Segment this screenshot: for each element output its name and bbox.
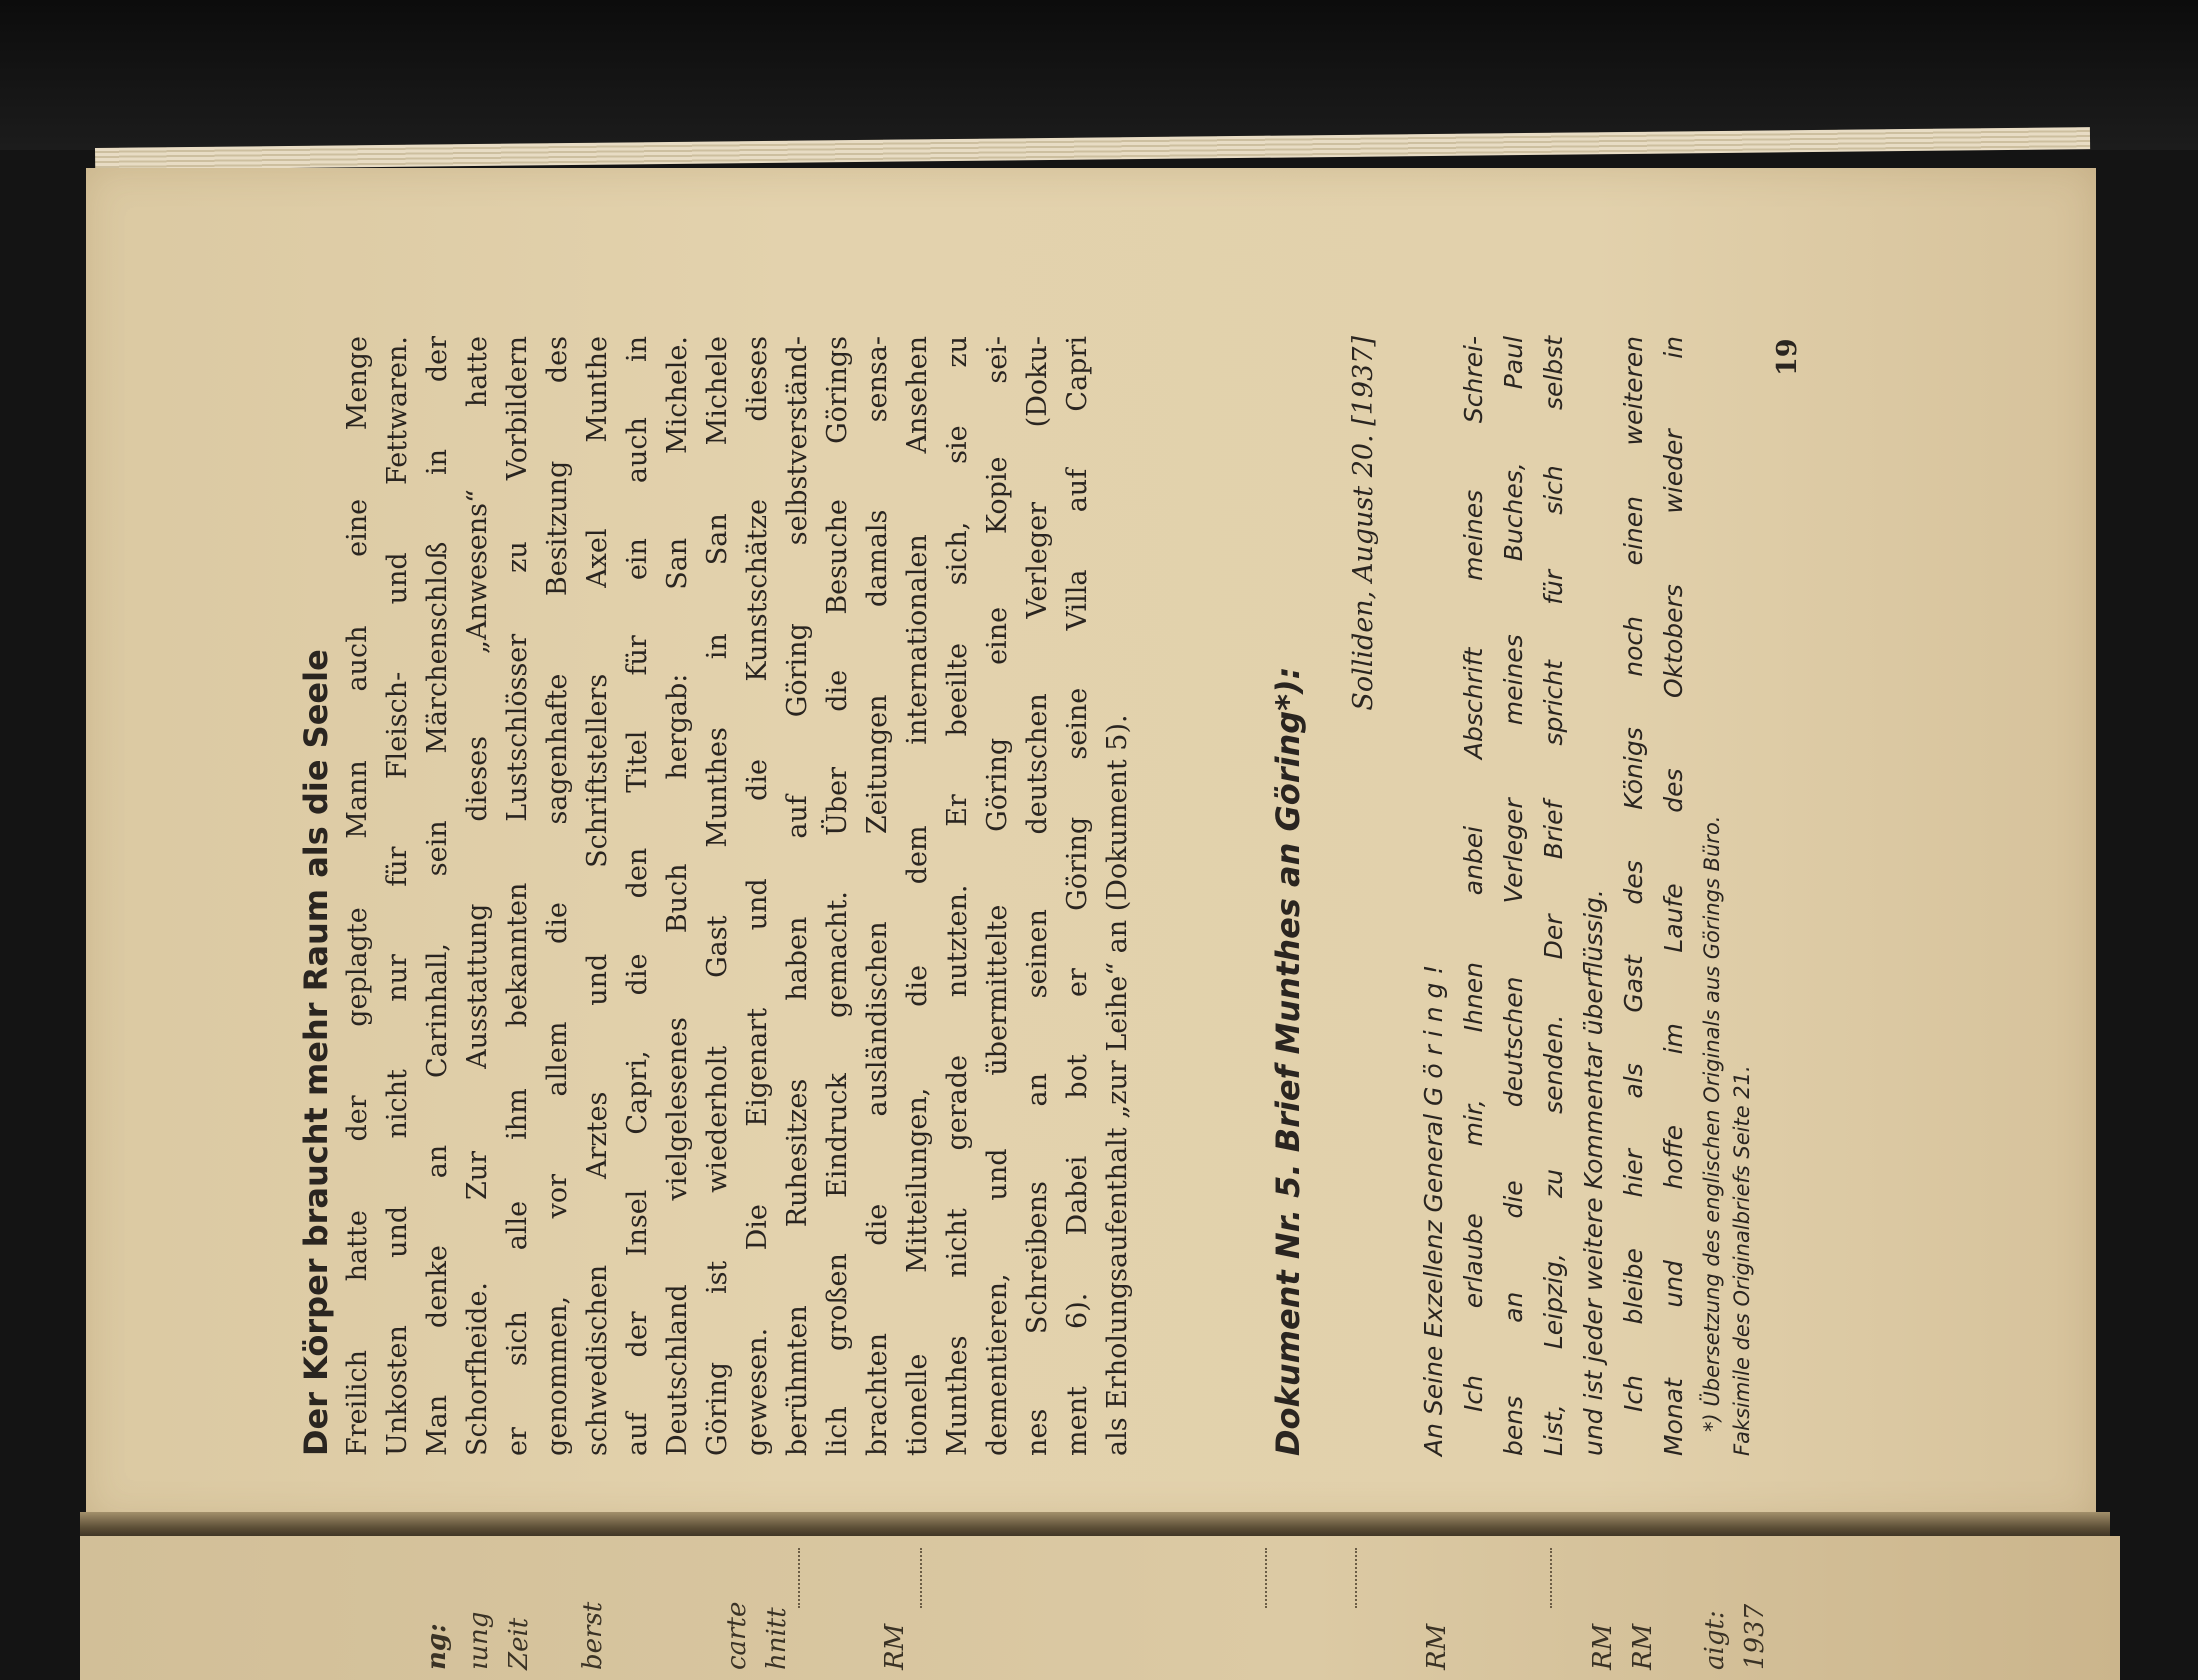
dot-leader [1550, 1548, 1555, 1608]
dot-leader [920, 1548, 925, 1608]
body-line: genommen, vor allem die sagenhafte Besitzung des [542, 336, 573, 1456]
letter-date: Solliden, August 20. [1937] [1348, 336, 1379, 711]
previous-page-fragment: RM [1422, 1623, 1452, 1670]
body-line: dementieren, und übermittelte Göring eine Kopie sei- [982, 336, 1013, 1456]
body-line: Munthes nicht gerade nutzten. Er beeilte sich, sie zu [942, 336, 973, 1456]
body-line: nes Schreibens an seinen deutschen Verleger (Doku- [1022, 336, 1053, 1456]
body-line: Schorfheide. Zur Ausstattung dieses „Anwesens“ hatte [462, 336, 493, 1456]
previous-page-fragment: RM [1588, 1623, 1618, 1670]
body-line: als Erholungsaufenthalt „zur Leihe“ an (Dokument 5). [1102, 714, 1133, 1456]
body-line: Man denke an Carinhall, sein Märchenschloß in der [422, 336, 453, 1456]
previous-page-fragment: ng: [422, 1623, 452, 1670]
letter-line: List, Leipzig, zu senden. Der Brief spricht für sich selbst [1539, 336, 1568, 1456]
body-line: er sich alle ihm bekannten Lustschlösser zu Vorbildern [502, 336, 533, 1456]
book-gutter [80, 1512, 2110, 1538]
previous-page [80, 1536, 2120, 1680]
document-title: Dokument Nr. 5. Brief Munthes an Göring*): [1269, 666, 1307, 1456]
previous-page-fragment: RM [880, 1623, 910, 1670]
body-line: lich großen Eindruck gemacht. Über die Besuche Görings [822, 336, 853, 1456]
body-line: Deutschland vielgelesenes Buch hergab: San Michele. [662, 336, 693, 1456]
body-line: berühmten Ruhesitzes haben auf Göring selbstverständ- [782, 336, 813, 1456]
section-heading: Der Körper braucht mehr Raum als die Seele [297, 649, 335, 1456]
letter-line: Ich erlaube mir, Ihnen anbei Abschrift meines Schrei- [1459, 336, 1488, 1412]
body-line: schwedischen Arztes und Schriftstellers Axel Munthe [582, 336, 613, 1456]
letter-line: bens an die deutschen Verleger meines Buches, Paul [1499, 336, 1528, 1456]
dark-background [0, 0, 2198, 150]
dot-leader [798, 1548, 803, 1608]
previous-page-fragment: 1937 [1740, 1603, 1770, 1670]
dot-leader [1355, 1548, 1360, 1608]
previous-page-fragment: Zeit [504, 1617, 534, 1670]
body-line: Freilich hatte der geplagte Mann auch eine Menge [342, 336, 373, 1456]
letter-line: und ist jeder weitere Kommentar überflüssig. [1579, 889, 1608, 1456]
previous-page-fragment: aigt: [1700, 1610, 1730, 1670]
letter-salutation: An Seine Exzellenz General G ö r i n g ! [1419, 964, 1448, 1456]
body-line: auf der Insel Capri, die den Titel für ein auch in [622, 336, 653, 1456]
footnote-line: Faksimile des Originalbriefs Seite 21. [1730, 1065, 1754, 1456]
body-line: Unkosten und nicht nur für Fleisch- und Fettwaren. [382, 336, 413, 1456]
letter-line: Monat und hoffe im Laufe des Oktobers wieder in [1659, 336, 1688, 1456]
body-line: Göring ist wiederholt Gast Munthes in San Michele [702, 336, 733, 1456]
dot-leader [1265, 1548, 1270, 1608]
previous-page-fragment: berst [578, 1601, 608, 1670]
page-text [296, 166, 1803, 1456]
previous-page-fragment: RM [1628, 1623, 1658, 1670]
body-line: tionelle Mitteilungen, die dem internationalen Ansehen [902, 336, 933, 1456]
footnote-line: *) Übersetzung des englischen Originals aus Görings Büro. [1700, 815, 1724, 1432]
letter-line: Ich bleibe hier als Gast des Königs noch einen weiteren [1619, 336, 1648, 1412]
body-line: gewesen. Die Eigenart und die Kunstschätze dieses [742, 336, 773, 1456]
body-line: ment 6). Dabei bot er Göring seine Villa auf Capri [1062, 336, 1093, 1456]
previous-page-fragment: hnitt [762, 1607, 792, 1670]
page-number: 19 [1772, 338, 1803, 376]
body-line: brachten die ausländischen Zeitungen damals sensa- [862, 336, 893, 1456]
previous-page-fragment: carte [722, 1601, 752, 1670]
previous-page-fragment: ıung [464, 1611, 494, 1670]
